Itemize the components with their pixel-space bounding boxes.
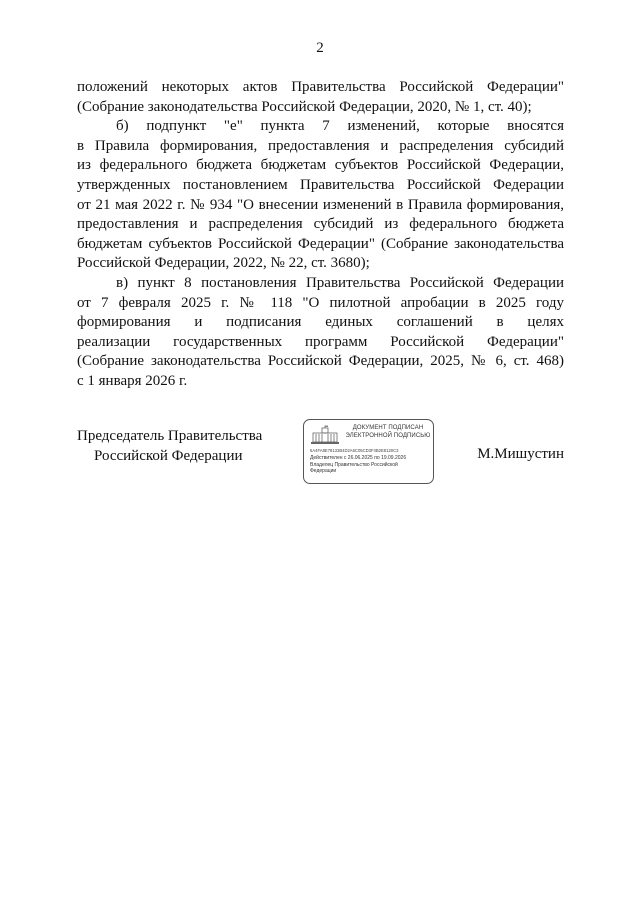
body-line: утвержденных постановлением Правительства Российской Федерации (77, 176, 564, 193)
body-line: с 1 января 2026 г. (77, 372, 188, 389)
electronic-signature-stamp (303, 419, 434, 484)
stamp-title (344, 425, 432, 440)
signatory-position-line2: Российской Федерации (94, 447, 243, 464)
body-line: (Собрание законодательства Российской Федерации, 2020, № 1, ст. 40); (77, 98, 532, 115)
signatory-position-line1: Председатель Правительства (77, 428, 263, 444)
stamp-title-line1: ДОКУМЕНТ ПОДПИСАН (352, 425, 424, 431)
document-body (77, 78, 564, 392)
body-line: формирования и подписания единых соглашений в целях (77, 314, 564, 331)
body-line: из федерального бюджета бюджетам субъектов Российской Федерации, (77, 157, 564, 174)
stamp-title-line2: ЭЛЕКТРОННОЙ ПОДПИСЬЮ (345, 432, 431, 439)
body-line: от 7 февраля 2025 г. № 118 "О пилотной апробации в 2025 году (77, 294, 564, 311)
page-number: 2 (316, 40, 324, 56)
government-building-icon (310, 425, 340, 445)
body-line: в Правила формирования, предоставления и распределения субсидий (77, 137, 564, 154)
body-line: Российской Федерации, 2022, № 22, ст. 3680); (77, 255, 370, 272)
body-line: б) подпункт "е" пункта 7 изменений, которые вносятся (116, 118, 564, 135)
body-line: в) пункт 8 постановления Правительства Российской Федерации (116, 274, 564, 291)
signatory-name: М.Мишустин (477, 446, 564, 462)
body-line: от 21 мая 2022 г. № 934 "О внесении изменений в Правила формирования, (77, 196, 564, 213)
body-line: (Собрание законодательства Российской Федерации, 2025, № 6, ст. 468) (77, 353, 564, 370)
stamp-owner-line1: Владелец Правительство Российской (310, 461, 398, 468)
body-line: положений некоторых актов Правительства Российской Федерации" (77, 79, 564, 95)
signatory-position (77, 427, 262, 466)
body-line: реализации государственных программ Российской Федерации" (77, 333, 564, 350)
stamp-validity: Действителен с 26.06.2025 по 19.09.2026 (310, 455, 407, 461)
stamp-certificate: 5A4FA8E78133B4D2A6C05CD3F4B2E8120C3 (310, 448, 399, 453)
stamp-owner-line2: Федерации (310, 468, 337, 474)
body-line: бюджетам субъектов Российской Федерации" (Собрание законодательства (77, 235, 564, 252)
body-line: предоставления и распределения субсидий из федерального бюджета (77, 216, 564, 233)
